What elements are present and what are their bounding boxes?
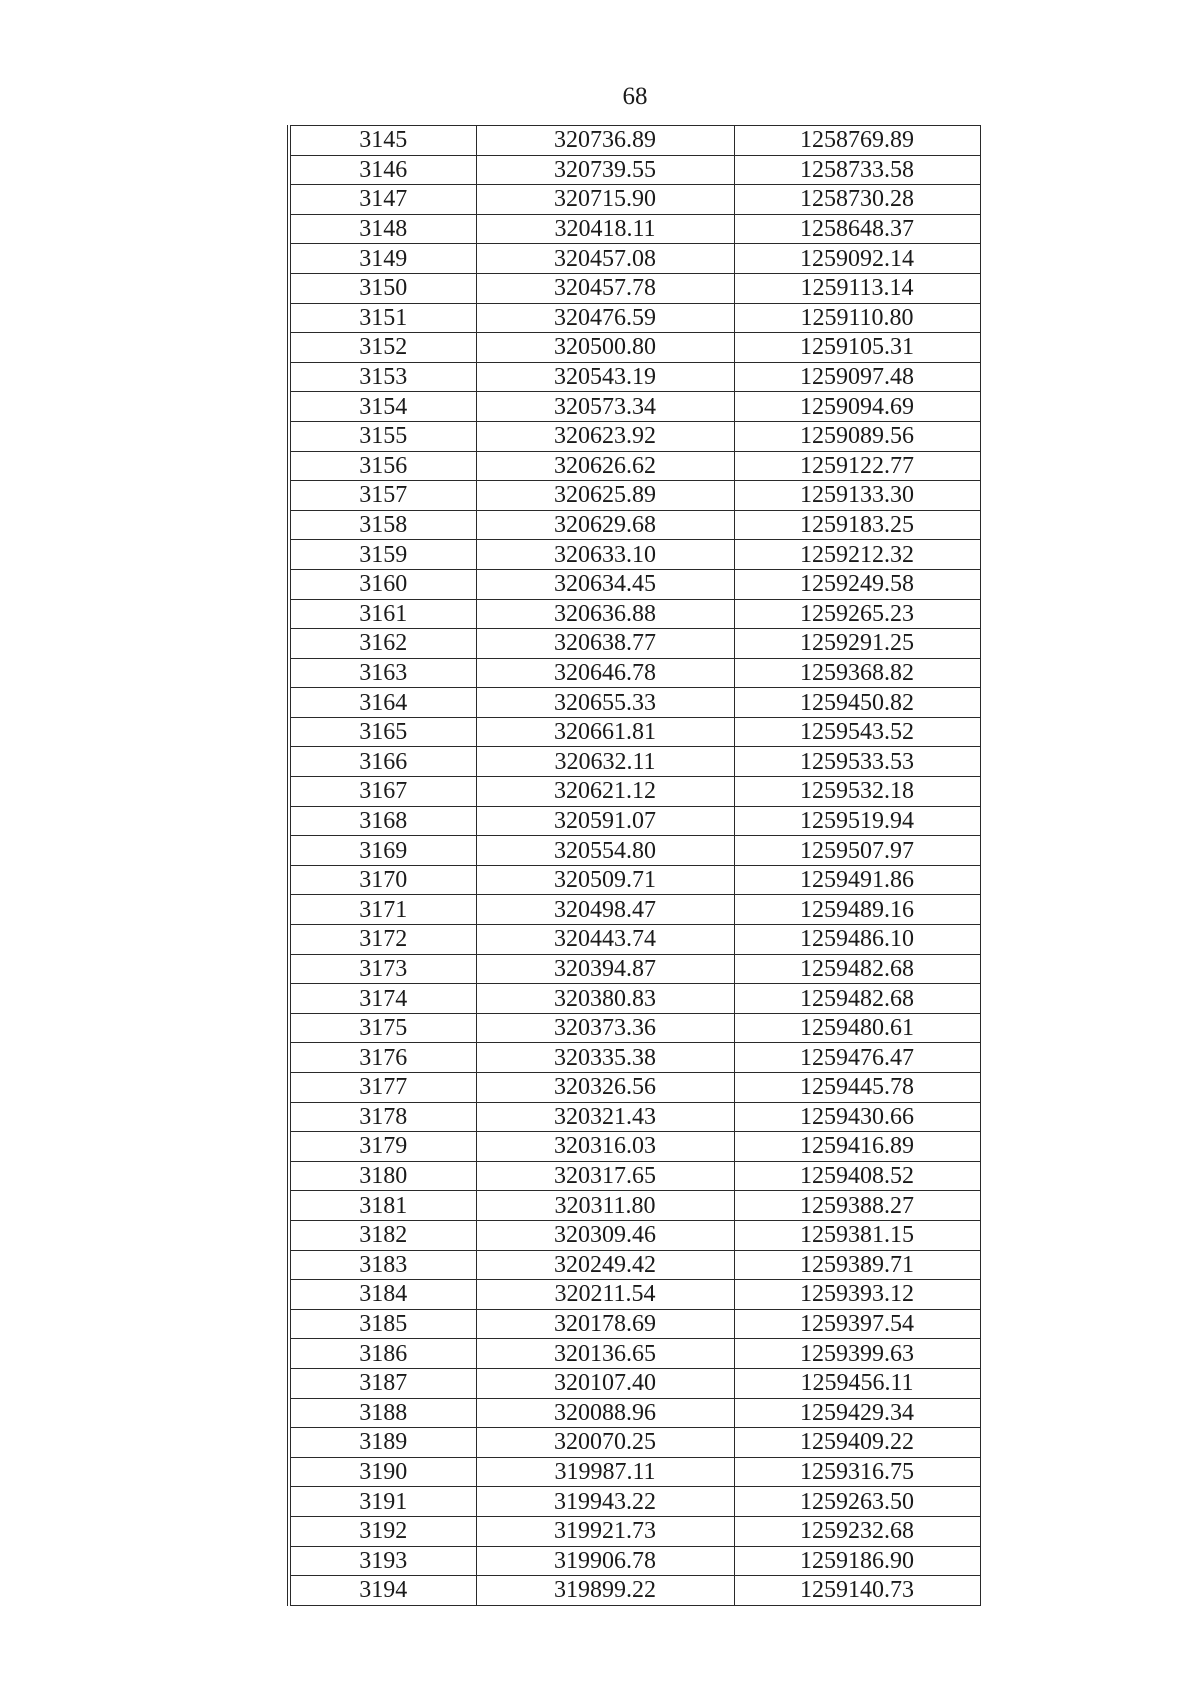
point-number-cell: 3156 [289,451,476,481]
x-coordinate-cell: 320509.71 [476,865,734,895]
point-number-cell: 3194 [289,1576,476,1606]
point-number-cell: 3174 [289,984,476,1014]
point-number-cell: 3186 [289,1339,476,1369]
table-row [289,155,980,185]
x-coordinate-cell: 320088.96 [476,1398,734,1428]
y-coordinate-cell: 1259368.82 [734,658,980,688]
y-coordinate-cell: 1259094.69 [734,392,980,422]
x-coordinate-cell: 320655.33 [476,688,734,718]
x-coordinate-cell: 320739.55 [476,155,734,185]
y-coordinate-cell: 1259482.68 [734,954,980,984]
table-row [289,214,980,244]
point-number-cell: 3178 [289,1102,476,1132]
table-row [289,954,980,984]
table-row [289,362,980,392]
y-coordinate-cell: 1259316.75 [734,1457,980,1487]
x-coordinate-cell: 320070.25 [476,1428,734,1458]
y-coordinate-cell: 1258769.89 [734,126,980,156]
table-row [289,1576,980,1606]
y-coordinate-cell: 1259249.58 [734,569,980,599]
x-coordinate-cell: 320646.78 [476,658,734,688]
y-coordinate-cell: 1259381.15 [734,1220,980,1250]
table-row [289,303,980,333]
table-row [289,1161,980,1191]
point-number-cell: 3187 [289,1368,476,1398]
x-coordinate-cell: 320394.87 [476,954,734,984]
x-coordinate-cell: 319921.73 [476,1516,734,1546]
x-coordinate-cell: 320107.40 [476,1368,734,1398]
table-row [289,1546,980,1576]
y-coordinate-cell: 1259482.68 [734,984,980,1014]
x-coordinate-cell: 320418.11 [476,214,734,244]
x-coordinate-cell: 320309.46 [476,1220,734,1250]
table-row [289,1398,980,1428]
y-coordinate-cell: 1259388.27 [734,1191,980,1221]
x-coordinate-cell: 320500.80 [476,333,734,363]
point-number-cell: 3176 [289,1043,476,1073]
table-row [289,481,980,511]
x-coordinate-cell: 319899.22 [476,1576,734,1606]
x-coordinate-cell: 320573.34 [476,392,734,422]
table-row [289,925,980,955]
y-coordinate-cell: 1258730.28 [734,185,980,215]
x-coordinate-cell: 320623.92 [476,421,734,451]
x-coordinate-cell: 320625.89 [476,481,734,511]
page-number: 68 [622,83,648,110]
point-number-cell: 3191 [289,1487,476,1517]
point-number-cell: 3161 [289,599,476,629]
table-row [289,865,980,895]
y-coordinate-cell: 1259409.22 [734,1428,980,1458]
point-number-cell: 3183 [289,1250,476,1280]
point-number-cell: 3171 [289,895,476,925]
y-coordinate-cell: 1259430.66 [734,1102,980,1132]
table-row [289,1309,980,1339]
y-coordinate-cell: 1259489.16 [734,895,980,925]
point-number-cell: 3163 [289,658,476,688]
table-row [289,1043,980,1073]
table-row [289,1428,980,1458]
point-number-cell: 3179 [289,1132,476,1162]
table-row [289,747,980,777]
y-coordinate-cell: 1259389.71 [734,1250,980,1280]
table-row [289,599,980,629]
x-coordinate-cell: 320316.03 [476,1132,734,1162]
point-number-cell: 3153 [289,362,476,392]
table-row [289,185,980,215]
point-number-cell: 3146 [289,155,476,185]
point-number-cell: 3182 [289,1220,476,1250]
table-row [289,984,980,1014]
x-coordinate-cell: 320249.42 [476,1250,734,1280]
y-coordinate-cell: 1259089.56 [734,421,980,451]
table-row [289,1457,980,1487]
y-coordinate-cell: 1259476.47 [734,1043,980,1073]
table-row [289,451,980,481]
y-coordinate-cell: 1259092.14 [734,244,980,274]
x-coordinate-cell: 320638.77 [476,629,734,659]
x-coordinate-cell: 320380.83 [476,984,734,1014]
coordinates-table [287,125,981,1606]
y-coordinate-cell: 1259122.77 [734,451,980,481]
x-coordinate-cell: 320321.43 [476,1102,734,1132]
table-row [289,1132,980,1162]
x-coordinate-cell: 319943.22 [476,1487,734,1517]
y-coordinate-cell: 1259519.94 [734,806,980,836]
point-number-cell: 3169 [289,836,476,866]
table-row [289,1280,980,1310]
y-coordinate-cell: 1259097.48 [734,362,980,392]
table-row [289,126,980,156]
point-number-cell: 3150 [289,273,476,303]
table-row [289,1339,980,1369]
point-number-cell: 3190 [289,1457,476,1487]
y-coordinate-cell: 1259399.63 [734,1339,980,1369]
table-row [289,1102,980,1132]
x-coordinate-cell: 320543.19 [476,362,734,392]
point-number-cell: 3165 [289,717,476,747]
point-number-cell: 3152 [289,333,476,363]
y-coordinate-cell: 1259186.90 [734,1546,980,1576]
y-coordinate-cell: 1259263.50 [734,1487,980,1517]
y-coordinate-cell: 1259105.31 [734,333,980,363]
y-coordinate-cell: 1259140.73 [734,1576,980,1606]
point-number-cell: 3154 [289,392,476,422]
y-coordinate-cell: 1259113.14 [734,273,980,303]
y-coordinate-cell: 1259110.80 [734,303,980,333]
y-coordinate-cell: 1259397.54 [734,1309,980,1339]
point-number-cell: 3155 [289,421,476,451]
y-coordinate-cell: 1259265.23 [734,599,980,629]
point-number-cell: 3157 [289,481,476,511]
table-row [289,1013,980,1043]
x-coordinate-cell: 320554.80 [476,836,734,866]
x-coordinate-cell: 320311.80 [476,1191,734,1221]
table-row [289,806,980,836]
x-coordinate-cell: 320632.11 [476,747,734,777]
y-coordinate-cell: 1259486.10 [734,925,980,955]
point-number-cell: 3172 [289,925,476,955]
table-row [289,688,980,718]
x-coordinate-cell: 320476.59 [476,303,734,333]
point-number-cell: 3188 [289,1398,476,1428]
table-row [289,658,980,688]
y-coordinate-cell: 1259232.68 [734,1516,980,1546]
point-number-cell: 3151 [289,303,476,333]
point-number-cell: 3148 [289,214,476,244]
table-row [289,510,980,540]
x-coordinate-cell: 320715.90 [476,185,734,215]
y-coordinate-cell: 1258733.58 [734,155,980,185]
y-coordinate-cell: 1259416.89 [734,1132,980,1162]
table-row [289,569,980,599]
point-number-cell: 3184 [289,1280,476,1310]
y-coordinate-cell: 1259445.78 [734,1073,980,1103]
y-coordinate-cell: 1259533.53 [734,747,980,777]
x-coordinate-cell: 320634.45 [476,569,734,599]
x-coordinate-cell: 320633.10 [476,540,734,570]
x-coordinate-cell: 320178.69 [476,1309,734,1339]
table-row [289,1368,980,1398]
y-coordinate-cell: 1258648.37 [734,214,980,244]
point-number-cell: 3180 [289,1161,476,1191]
table-row [289,717,980,747]
x-coordinate-cell: 320457.78 [476,273,734,303]
x-coordinate-cell: 320636.88 [476,599,734,629]
y-coordinate-cell: 1259408.52 [734,1161,980,1191]
table-row [289,629,980,659]
table-row [289,273,980,303]
y-coordinate-cell: 1259456.11 [734,1368,980,1398]
y-coordinate-cell: 1259450.82 [734,688,980,718]
table-row [289,540,980,570]
point-number-cell: 3147 [289,185,476,215]
table-row [289,1191,980,1221]
x-coordinate-cell: 320317.65 [476,1161,734,1191]
point-number-cell: 3170 [289,865,476,895]
point-number-cell: 3189 [289,1428,476,1458]
point-number-cell: 3168 [289,806,476,836]
x-coordinate-cell: 320326.56 [476,1073,734,1103]
point-number-cell: 3149 [289,244,476,274]
y-coordinate-cell: 1259291.25 [734,629,980,659]
y-coordinate-cell: 1259491.86 [734,865,980,895]
table-row [289,333,980,363]
table-row [289,244,980,274]
table-row [289,1220,980,1250]
x-coordinate-cell: 320457.08 [476,244,734,274]
point-number-cell: 3159 [289,540,476,570]
point-number-cell: 3167 [289,777,476,807]
y-coordinate-cell: 1259393.12 [734,1280,980,1310]
x-coordinate-cell: 320736.89 [476,126,734,156]
point-number-cell: 3175 [289,1013,476,1043]
table-row [289,1250,980,1280]
x-coordinate-cell: 320626.62 [476,451,734,481]
point-number-cell: 3160 [289,569,476,599]
table-row [289,392,980,422]
x-coordinate-cell: 320211.54 [476,1280,734,1310]
y-coordinate-cell: 1259183.25 [734,510,980,540]
x-coordinate-cell: 320498.47 [476,895,734,925]
x-coordinate-cell: 320621.12 [476,777,734,807]
y-coordinate-cell: 1259532.18 [734,777,980,807]
y-coordinate-cell: 1259543.52 [734,717,980,747]
y-coordinate-cell: 1259429.34 [734,1398,980,1428]
point-number-cell: 3145 [289,126,476,156]
point-number-cell: 3193 [289,1546,476,1576]
table-row [289,1073,980,1103]
table-row [289,1516,980,1546]
table-body [289,126,980,1606]
point-number-cell: 3177 [289,1073,476,1103]
point-number-cell: 3162 [289,629,476,659]
x-coordinate-cell: 319987.11 [476,1457,734,1487]
y-coordinate-cell: 1259133.30 [734,481,980,511]
point-number-cell: 3158 [289,510,476,540]
table-row [289,1487,980,1517]
x-coordinate-cell: 320629.68 [476,510,734,540]
point-number-cell: 3166 [289,747,476,777]
point-number-cell: 3164 [289,688,476,718]
point-number-cell: 3192 [289,1516,476,1546]
x-coordinate-cell: 320335.38 [476,1043,734,1073]
x-coordinate-cell: 320136.65 [476,1339,734,1369]
x-coordinate-cell: 320591.07 [476,806,734,836]
table-row [289,836,980,866]
x-coordinate-cell: 320443.74 [476,925,734,955]
x-coordinate-cell: 319906.78 [476,1546,734,1576]
y-coordinate-cell: 1259507.97 [734,836,980,866]
x-coordinate-cell: 320661.81 [476,717,734,747]
x-coordinate-cell: 320373.36 [476,1013,734,1043]
point-number-cell: 3185 [289,1309,476,1339]
table-row [289,777,980,807]
y-coordinate-cell: 1259480.61 [734,1013,980,1043]
table-row [289,421,980,451]
table-row [289,895,980,925]
point-number-cell: 3181 [289,1191,476,1221]
y-coordinate-cell: 1259212.32 [734,540,980,570]
point-number-cell: 3173 [289,954,476,984]
